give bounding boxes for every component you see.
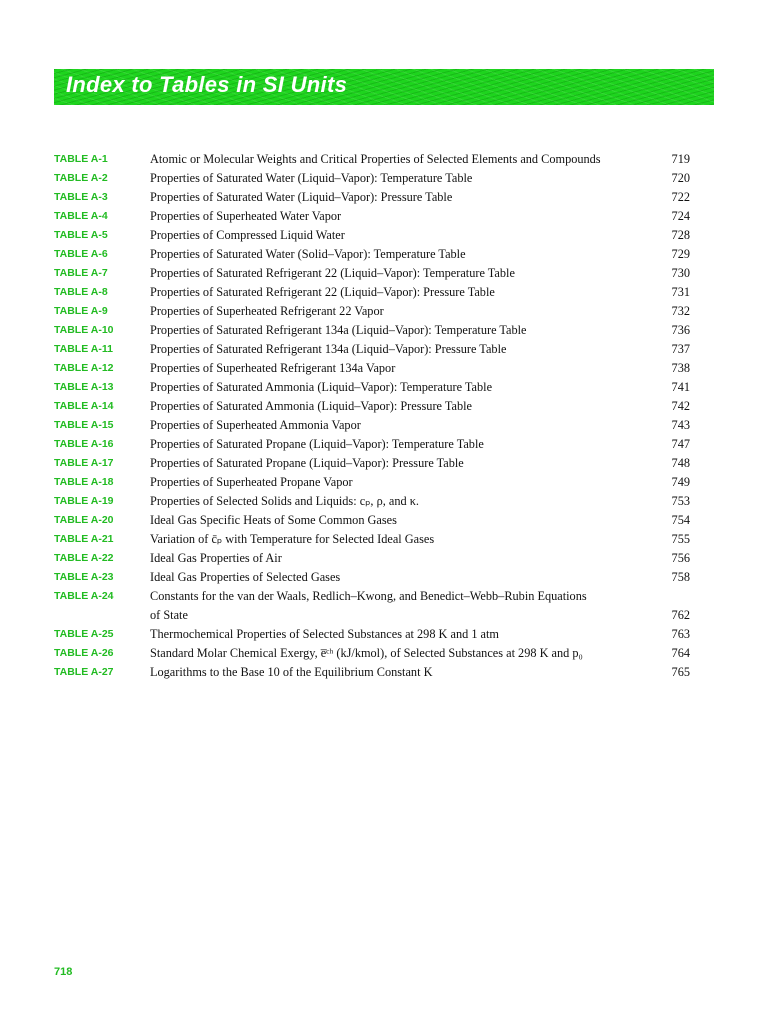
index-row: [54, 397, 690, 416]
index-row: [54, 169, 690, 188]
page-number: 753: [671, 494, 690, 508]
index-row: [54, 283, 690, 302]
table-label: TABLE A-4: [54, 210, 108, 222]
table-label: TABLE A-23: [54, 571, 114, 583]
table-description: Properties of Saturated Refrigerant 134a (Liquid–Vapor): Pressure Table: [150, 342, 507, 356]
page-number: 763: [671, 627, 690, 641]
table-description: Ideal Gas Properties of Air: [150, 551, 282, 565]
table-description: Standard Molar Chemical Exergy, e̅ᶜʰ (kJ/kmol), of Selected Substances at 298 K and p₀: [150, 646, 583, 660]
page-number: 731: [671, 285, 690, 299]
table-description: Properties of Saturated Water (Solid–Vapor): Temperature Table: [150, 247, 466, 261]
section-banner: [54, 69, 714, 105]
table-label: TABLE A-13: [54, 381, 114, 393]
table-description: Properties of Saturated Water (Liquid–Vapor): Pressure Table: [150, 190, 453, 204]
table-label: TABLE A-18: [54, 476, 114, 488]
index-row: [54, 492, 690, 511]
table-label: TABLE A-19: [54, 495, 114, 507]
table-description: Properties of Superheated Water Vapor: [150, 209, 342, 223]
page-number: 749: [671, 475, 690, 489]
index-row: [54, 245, 690, 264]
table-description: Properties of Saturated Refrigerant 134a (Liquid–Vapor): Temperature Table: [150, 323, 527, 337]
page-number: 730: [671, 266, 690, 280]
page-number: 748: [671, 456, 690, 470]
index-row: [54, 644, 690, 663]
table-description: Properties of Saturated Propane (Liquid–Vapor): Temperature Table: [150, 437, 484, 451]
table-label: TABLE A-7: [54, 267, 108, 279]
table-label: TABLE A-5: [54, 229, 108, 241]
page-number: 758: [671, 570, 690, 584]
page-number: 742: [671, 399, 690, 413]
index-row: [54, 454, 690, 473]
page-number: 755: [671, 532, 690, 546]
table-description: Logarithms to the Base 10 of the Equilibrium Constant K: [150, 665, 433, 679]
index-row: [54, 416, 690, 435]
table-description: Variation of c̄ₚ with Temperature for Selected Ideal Gases: [150, 532, 435, 546]
table-description: Constants for the van der Waals, Redlich–Kwong, and Benedict–Webb–Rubin Equations of State: [150, 589, 587, 622]
index-row: [54, 378, 690, 397]
index-row: [54, 625, 690, 644]
table-label: TABLE A-1: [54, 153, 108, 165]
page-number: 754: [671, 513, 690, 527]
table-label: TABLE A-16: [54, 438, 114, 450]
page-number: 720: [671, 171, 690, 185]
page-number: 756: [671, 551, 690, 565]
page-number: 747: [671, 437, 690, 451]
table-label: TABLE A-3: [54, 191, 108, 203]
page-number: 738: [671, 361, 690, 375]
index-row: [54, 359, 690, 378]
table-label: TABLE A-12: [54, 362, 114, 374]
index-row: [54, 549, 690, 568]
table-description: Properties of Saturated Refrigerant 22 (Liquid–Vapor): Temperature Table: [150, 266, 515, 280]
page-number: 724: [671, 209, 690, 223]
table-description: Properties of Superheated Propane Vapor: [150, 475, 353, 489]
table-label: TABLE A-10: [54, 324, 114, 336]
index-row: [54, 340, 690, 359]
table-label: TABLE A-21: [54, 533, 114, 545]
page-number: 741: [671, 380, 690, 394]
table-label: TABLE A-14: [54, 400, 114, 412]
index-row: [54, 226, 690, 245]
page-number: 764: [671, 646, 690, 660]
table-description: Properties of Selected Solids and Liquids: cₚ, ρ, and κ.: [150, 494, 419, 508]
table-description: Ideal Gas Specific Heats of Some Common Gases: [150, 513, 397, 527]
table-label: TABLE A-2: [54, 172, 108, 184]
table-index-list: [54, 150, 690, 682]
table-description: Properties of Superheated Refrigerant 22 Vapor: [150, 304, 384, 318]
table-description: Properties of Saturated Refrigerant 22 (Liquid–Vapor): Pressure Table: [150, 285, 495, 299]
table-label: TABLE A-22: [54, 552, 114, 564]
table-description: Properties of Saturated Water (Liquid–Vapor): Temperature Table: [150, 171, 473, 185]
index-row: [54, 663, 690, 682]
index-row: [54, 587, 690, 625]
index-row: [54, 150, 690, 169]
page-number: 736: [671, 323, 690, 337]
index-row: [54, 568, 690, 587]
table-description: Ideal Gas Properties of Selected Gases: [150, 570, 341, 584]
index-row: [54, 435, 690, 454]
index-row: [54, 530, 690, 549]
table-description: Properties of Superheated Ammonia Vapor: [150, 418, 361, 432]
page-number: 737: [671, 342, 690, 356]
table-label: TABLE A-11: [54, 343, 113, 355]
page-number: 743: [671, 418, 690, 432]
table-description: Thermochemical Properties of Selected Substances at 298 K and 1 atm: [150, 627, 499, 641]
page-title: Index to Tables in SI Units: [66, 72, 348, 97]
table-description: Properties of Compressed Liquid Water: [150, 228, 345, 242]
table-description: Properties of Saturated Ammonia (Liquid–Vapor): Temperature Table: [150, 380, 493, 394]
index-row: [54, 473, 690, 492]
index-row: [54, 188, 690, 207]
index-row: [54, 302, 690, 321]
table-description: Properties of Saturated Ammonia (Liquid–Vapor): Pressure Table: [150, 399, 472, 413]
index-row: [54, 264, 690, 283]
page-number: 722: [671, 190, 690, 204]
table-label: TABLE A-9: [54, 305, 108, 317]
table-label: TABLE A-17: [54, 457, 114, 469]
index-row: [54, 207, 690, 226]
table-label: TABLE A-25: [54, 628, 114, 640]
table-description: Properties of Saturated Propane (Liquid–Vapor): Pressure Table: [150, 456, 464, 470]
table-label: TABLE A-15: [54, 419, 114, 431]
page-number: 765: [671, 665, 690, 679]
table-label: TABLE A-8: [54, 286, 108, 298]
table-label: TABLE A-27: [54, 666, 114, 678]
page-folio: 718: [54, 966, 73, 978]
table-label: TABLE A-20: [54, 514, 114, 526]
index-row: [54, 511, 690, 530]
table-description: Properties of Superheated Refrigerant 134a Vapor: [150, 361, 396, 375]
page-number: 732: [671, 304, 690, 318]
page-number: 719: [671, 152, 690, 166]
index-row: [54, 321, 690, 340]
page-number: 729: [671, 247, 690, 261]
page-number: 728: [671, 228, 690, 242]
table-description: Atomic or Molecular Weights and Critical Properties of Selected Elements and Compounds: [150, 152, 601, 166]
table-label: TABLE A-24: [54, 590, 114, 602]
page-number: 762: [671, 608, 690, 622]
table-label: TABLE A-26: [54, 647, 114, 659]
table-label: TABLE A-6: [54, 248, 108, 260]
